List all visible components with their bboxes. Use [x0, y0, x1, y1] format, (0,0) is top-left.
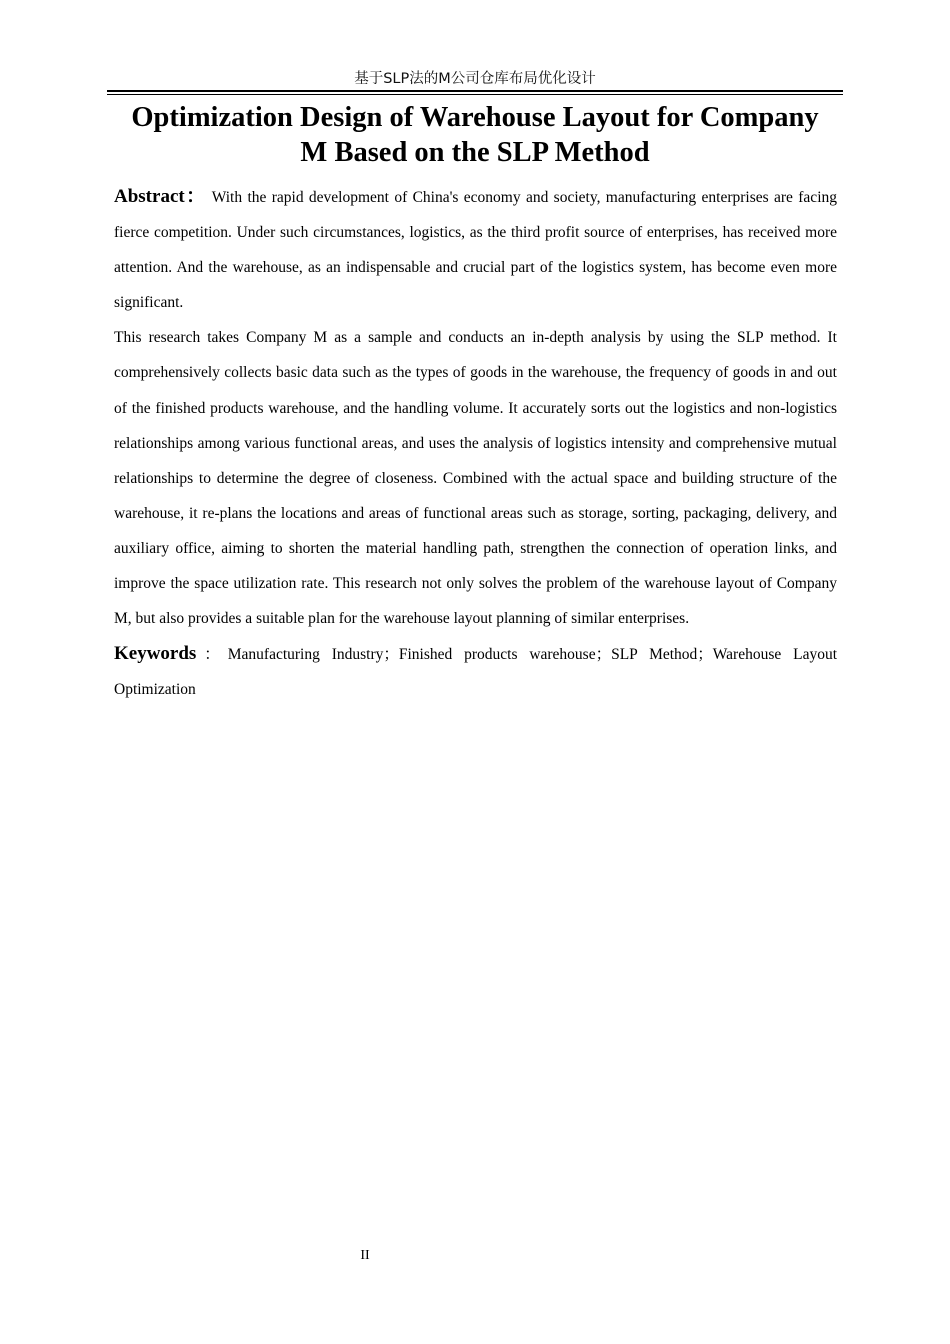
keywords-line: [114, 636, 837, 707]
paper-title-line-1: Optimization Design of Warehouse Layout for Company: [131, 102, 819, 133]
abstract-paragraph-1: [114, 179, 837, 320]
paper-title-line-2: M Based on the SLP Method: [300, 137, 650, 168]
paper-title: [107, 100, 843, 170]
header-rule-thick: [107, 90, 843, 92]
abstract-section: [114, 179, 837, 707]
running-header: 基于SLP法的M公司仓库布局优化设计: [354, 71, 596, 87]
keywords-text: ：Manufacturing Industry；Finished products warehouse；SLP Method；Warehouse Layout Optimization: [114, 646, 837, 699]
abstract-label: Abstract：: [114, 186, 207, 207]
abstract-paragraph-1-text: With the rapid development of China's economy and society, manufacturing enterprises are facing fierce competition. Under such circumstances, logistics, as the third profit source of enterprises, has received more attention. And the warehouse, as an indispensable and crucial part of the logistics system, has become even more significant.: [114, 189, 837, 312]
header-rule-thin: [107, 94, 843, 95]
keywords-label: Keywords: [114, 643, 197, 665]
page-number: II: [360, 1248, 370, 1263]
abstract-paragraph-2: This research takes Company M as a sample and conducts an in-depth analysis by using the SLP method. It comprehensively collects basic data such as the types of goods in the warehouse, the frequency of goods in and out of the finished products warehouse, and the handling volume. It accurately sorts out the logistics and non-logistics relationships among various functional areas, and uses the analysis of logistics intensity and comprehensive mutual relationships to determine the degree of closeness. Combined with the actual space and building structure of the warehouse, it re-plans the locations and areas of functional areas such as storage, sorting, packaging, delivery, and auxiliary office, aiming to shorten the material handling path, strengthen the connection of operation links, and improve the space utilization rate. This research not only solves the problem of the warehouse layout of Company M, but also provides a suitable plan for the warehouse layout planning of similar enterprises.: [114, 329, 837, 628]
